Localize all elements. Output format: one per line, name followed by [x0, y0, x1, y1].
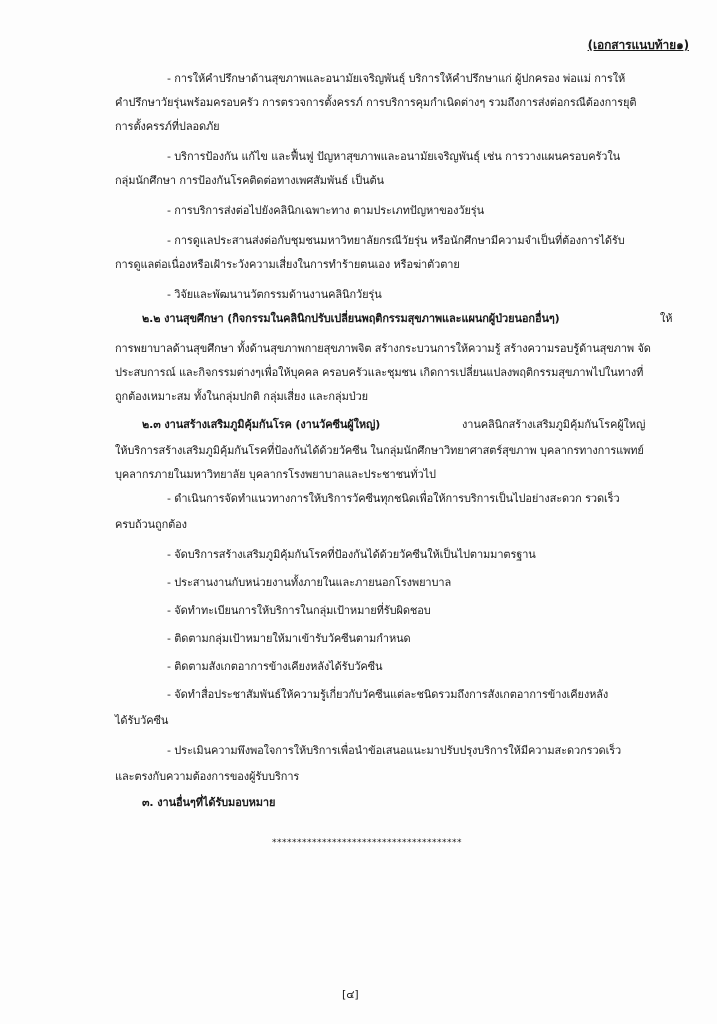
body-line-19: - ดำเนินการจัดทำแนวทางการให้บริการวัคซีนทุกชนิดเพื่อให้การบริการเป็นไปอย่างสะดวก รวดเร็ว: [167, 492, 620, 505]
body-line-24: - ติดตามกลุ่มเป้าหมายให้มาเข้ารับวัคซีนตามกำหนด: [167, 632, 411, 645]
body-line-14: ถูกต้องเหมาะสม ทั้งในกลุ่มปกติ กลุ่มเสี่ยง และกลุ่มป่วย: [115, 390, 369, 403]
body-line-3: การตั้งครรภ์ที่ปลอดภัย: [115, 120, 220, 133]
attachment-label: (เอกสารแนบท้าย๑): [587, 38, 689, 52]
body-line-7: - การดูแลประสานส่งต่อกับชุมชนมหาวิทยาลัยกรณีวัยรุ่น หรือนักศึกษามีความจำเป็นที่ต้องการได้รับ: [167, 234, 625, 247]
body-line-5: กลุ่มนักศึกษา การป้องกันโรคติดต่อทางเพศสัมพันธ์ เป็นต้น: [115, 174, 384, 187]
body-line-6: - การบริการส่งต่อไปยังคลินิกเฉพาะทาง ตามประเภทปัญหาของวัยรุ่น: [167, 204, 485, 217]
section-2-3-heading-tail: งานคลินิกสร้างเสริมภูมิคุ้มกันโรคผู้ใหญ่: [462, 418, 646, 431]
page-number: [๔]: [342, 988, 359, 1001]
body-line-13: ประสบการณ์ และกิจกรรมต่างๆเพื่อให้บุคคล ครอบครัวและชุมชน เกิดการเปลี่ยนแปลงพฤติกรรมสุขภาพไปในทางที่: [115, 366, 644, 379]
body-line-22: - ประสานงานกับหน่วยงานทั้งภายในและภายนอกโรงพยาบาล: [167, 576, 452, 589]
section-2-2-heading: ๒.๒ งานสุขศึกษา (กิจกรรมในคลินิกปรับเปลี่ยนพฤติกรรมสุขภาพและแผนกผู้ป่วยนอกอื่นๆ): [142, 312, 560, 325]
body-line-9: - วิจัยและพัฒนานวัตกรรมด้านงานคลินิกวัยรุ่น: [167, 288, 382, 301]
body-line-8: การดูแลต่อเนื่องหรือเฝ้าระวังความเสี่ยงในการทำร้ายตนเอง หรือฆ่าตัวตาย: [115, 258, 460, 271]
body-line-17: ให้บริการสร้างเสริมภูมิคุ้มกันโรคที่ป้องกันได้ด้วยวัคซีน ในกลุ่มนักศึกษาวิทยาศาสตร์สุขภาพ บุคลากรทางการแพทย์: [115, 444, 644, 457]
body-line-2: คำปรึกษาวัยรุ่นพร้อมครอบครัว การตรวจการตั้งครรภ์ การบริการคุมกำเนิดต่างๆ รวมถึงการส่งต่อกรณีต้องการยุติ: [115, 96, 637, 109]
body-line-12: การพยาบาลด้านสุขศึกษา ทั้งด้านสุขภาพกายสุขภาพจิต สร้างกระบวนการให้ความรู้ สร้างความรอบรู้ด้านสุขภาพ จัด: [115, 342, 651, 355]
separator-stars: **************************************: [272, 838, 462, 848]
body-line-25: - ติดตามสังเกตอาการข้างเคียงหลังได้รับวัคซีน: [167, 660, 383, 673]
body-line-26: - จัดทำสื่อประชาสัมพันธ์ให้ความรู้เกี่ยวกับวัคซีนแต่ละชนิดรวมถึงการสังเกตอาการข้างเคียงหลัง: [167, 688, 609, 701]
section-2-3-heading: ๒.๓ งานสร้างเสริมภูมิคุ้มกันโรค (งานวัคซีนผู้ใหญ่): [142, 418, 381, 431]
body-line-18: บุคลากรภายในมหาวิทยาลัย บุคลากรโรงพยาบาลและประชาชนทั่วไป: [115, 468, 436, 481]
section-3-heading: ๓. งานอื่นๆที่ได้รับมอบหมาย: [142, 796, 276, 809]
body-line-27: ได้รับวัคซีน: [115, 714, 169, 727]
body-line-20: ครบถ้วนถูกต้อง: [115, 518, 187, 531]
body-line-1: - การให้คำปรึกษาด้านสุขภาพและอนามัยเจริญพันธุ์ บริการให้คำปรึกษาแก่ ผู้ปกครอง พ่อแม่ การให้: [167, 72, 626, 85]
body-line-23: - จัดทำทะเบียนการให้บริการในกลุ่มเป้าหมายที่รับผิดชอบ: [167, 604, 431, 617]
section-2-2-heading-tail: ให้: [660, 312, 673, 325]
body-line-29: และตรงกับความต้องการของผู้รับบริการ: [115, 770, 300, 783]
body-line-28: - ประเมินความพึงพอใจการให้บริการเพื่อนำข้อเสนอแนะมาปรับปรุงบริการให้มีความสะดวกรวดเร็ว: [167, 744, 622, 757]
body-line-4: - บริการป้องกัน แก้ไข และฟื้นฟู ปัญหาสุขภาพและอนามัยเจริญพันธุ์ เช่น การวางแผนครอบครัวใน: [167, 150, 621, 163]
body-line-21: - จัดบริการสร้างเสริมภูมิคุ้มกันโรคที่ป้องกันได้ด้วยวัคซีนให้เป็นไปตามมาตรฐาน: [167, 548, 536, 561]
